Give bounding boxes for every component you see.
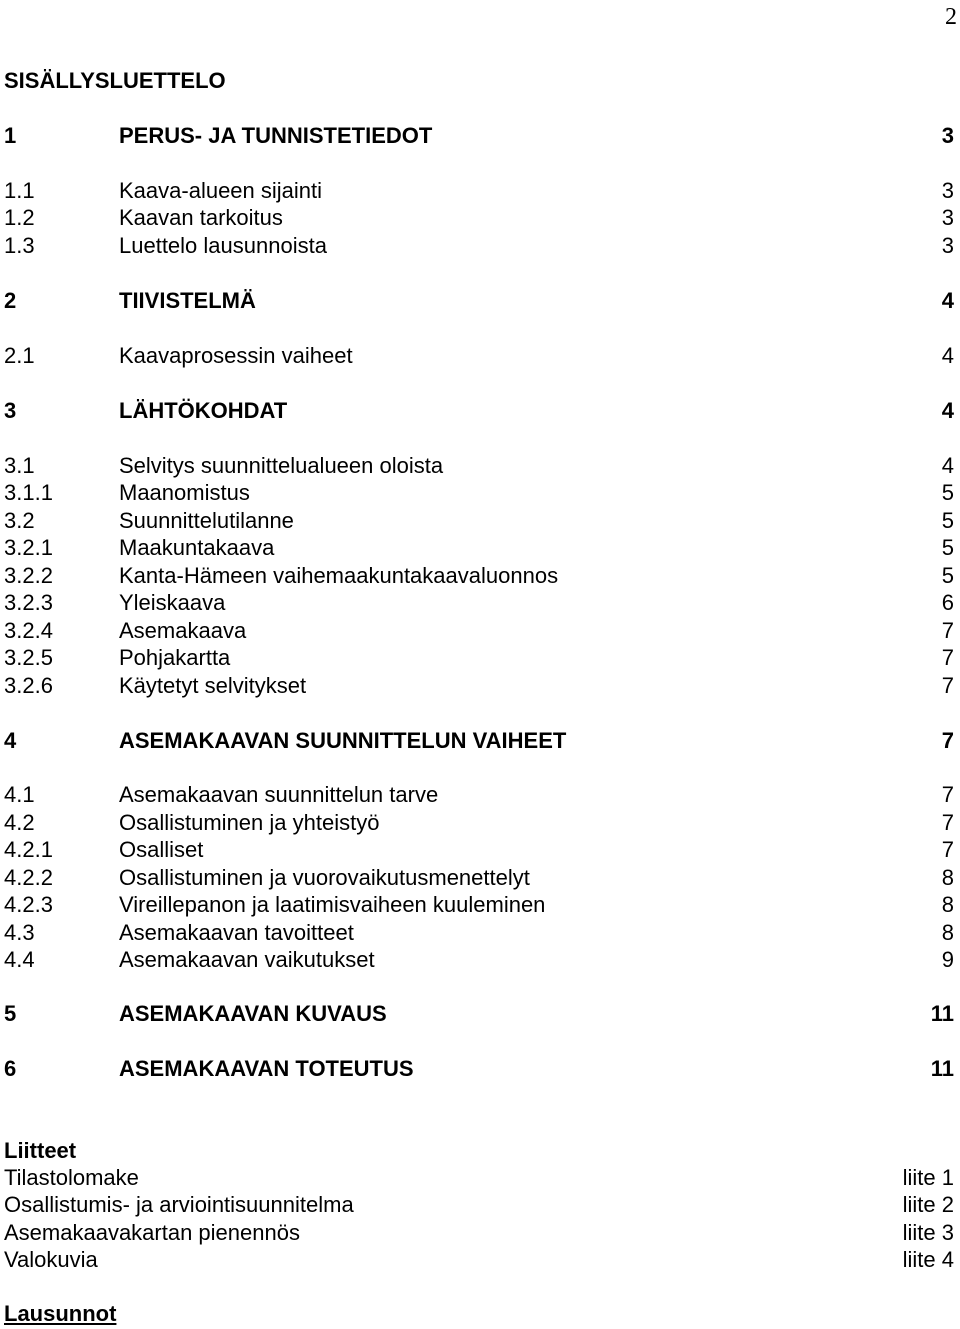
- entry-label: Yleiskaava: [119, 590, 226, 615]
- entry-number: 3.2.2: [4, 563, 53, 588]
- entry-label: Luettelo lausunnoista: [119, 233, 327, 258]
- attachment-label: Valokuvia: [4, 1247, 98, 1272]
- entry-number: 3.1.1: [4, 480, 53, 505]
- entry-label: Selvitys suunnittelualueen oloista: [119, 453, 444, 478]
- entry-label: Kaavaprosessin vaiheet: [119, 343, 353, 368]
- toc-chapter-entry[interactable]: [0, 286, 960, 316]
- entry-label: Asemakaavan vaikutukset: [119, 947, 375, 972]
- entry-page: 4: [941, 453, 954, 478]
- entry-page: 3: [941, 178, 954, 203]
- toc-entry[interactable]: [0, 863, 960, 893]
- entry-number: 4.4: [4, 947, 35, 972]
- attachment-ref: liite 1: [902, 1165, 954, 1190]
- entry-page: 5: [941, 535, 954, 560]
- entry-page: 5: [941, 480, 954, 505]
- attachment-item: [0, 1190, 960, 1220]
- entry-label: Asemakaavan tavoitteet: [119, 920, 354, 945]
- page-number: 2: [945, 4, 957, 30]
- toc-entry[interactable]: [0, 890, 960, 920]
- attachments-heading: Liitteet: [4, 1138, 77, 1163]
- entry-number: 2: [4, 288, 17, 313]
- entry-label: Asemakaavan suunnittelun tarve: [119, 782, 439, 807]
- entry-number: 4: [4, 728, 17, 753]
- toc-entry[interactable]: [0, 918, 960, 948]
- entry-number: 3.2.5: [4, 645, 53, 670]
- entry-label: Pohjakartta: [119, 645, 231, 670]
- entry-label: TIIVISTELMÄ: [119, 288, 256, 313]
- entry-page: 5: [941, 563, 954, 588]
- attachment-ref: liite 2: [902, 1192, 954, 1217]
- entry-label: Osallistuminen ja yhteistyö: [119, 810, 380, 835]
- entry-page: 5: [941, 508, 954, 533]
- toc-entry[interactable]: [0, 616, 960, 646]
- entry-label: ASEMAKAAVAN TOTEUTUS: [119, 1056, 414, 1081]
- toc-entry[interactable]: [0, 341, 960, 371]
- toc-chapter-entry[interactable]: [0, 999, 960, 1029]
- entry-number: 5: [4, 1001, 17, 1026]
- entry-label: Kaava-alueen sijainti: [119, 178, 323, 203]
- entry-page: 8: [941, 865, 954, 890]
- entry-number: 1: [4, 123, 17, 148]
- entry-page: 6: [941, 590, 954, 615]
- entry-page: 8: [941, 920, 954, 945]
- toc-entry[interactable]: [0, 588, 960, 618]
- entry-label: Käytetyt selvitykset: [119, 673, 307, 698]
- entry-page: 7: [941, 673, 954, 698]
- toc-chapter-entry[interactable]: [0, 726, 960, 756]
- entry-page: 7: [941, 782, 954, 807]
- attachment-ref: liite 4: [902, 1247, 954, 1272]
- toc-chapter-entry[interactable]: [0, 396, 960, 426]
- entry-page: 7: [941, 810, 954, 835]
- entry-page: 7: [941, 728, 954, 753]
- toc-entry[interactable]: [0, 451, 960, 481]
- entry-number: 4.2.3: [4, 892, 53, 917]
- attachment-label: Asemakaavakartan pienennös: [4, 1220, 300, 1245]
- entry-page: 7: [941, 618, 954, 643]
- entry-label: ASEMAKAAVAN SUUNNITTELUN VAIHEET: [119, 728, 567, 753]
- attachment-label: Tilastolomake: [4, 1165, 139, 1190]
- entry-number: 3.2.1: [4, 535, 53, 560]
- entry-page: 3: [941, 123, 954, 148]
- entry-number: 4.2.1: [4, 837, 53, 862]
- entry-number: 4.3: [4, 920, 35, 945]
- toc-entry[interactable]: [0, 671, 960, 701]
- entry-label: Kanta-Hämeen vaihemaakuntakaavaluonnos: [119, 563, 559, 588]
- entry-page: 9: [941, 947, 954, 972]
- entry-page: 7: [941, 837, 954, 862]
- entry-number: 3.2: [4, 508, 35, 533]
- attachment-item: [0, 1163, 960, 1193]
- entry-label: PERUS- JA TUNNISTETIEDOT: [119, 123, 433, 148]
- entry-page: 11: [930, 1001, 954, 1026]
- attachment-item: [0, 1218, 960, 1248]
- entry-number: 6: [4, 1056, 17, 1081]
- entry-page: 3: [941, 205, 954, 230]
- toc-chapter-entry[interactable]: [0, 1054, 960, 1084]
- toc-entry[interactable]: [0, 835, 960, 865]
- toc-entry[interactable]: [0, 506, 960, 536]
- entry-label: Suunnittelutilanne: [119, 508, 294, 533]
- entry-number: 1.2: [4, 205, 35, 230]
- entry-page: 4: [941, 288, 954, 313]
- entry-number: 3.2.3: [4, 590, 53, 615]
- entry-label: Maakuntakaava: [119, 535, 275, 560]
- entry-label: Osallistuminen ja vuorovaikutusmenettelyt: [119, 865, 530, 890]
- toc-entry[interactable]: [0, 945, 960, 975]
- entry-label: LÄHTÖKOHDAT: [119, 398, 288, 423]
- entry-page: 4: [941, 343, 954, 368]
- attachment-label: Osallistumis- ja arviointisuunnitelma: [4, 1192, 354, 1217]
- entry-number: 3.2.6: [4, 673, 53, 698]
- toc-entry[interactable]: [0, 478, 960, 508]
- entry-page: 7: [941, 645, 954, 670]
- entry-number: 2.1: [4, 343, 35, 368]
- entry-number: 4.1: [4, 782, 35, 807]
- entry-label: Maanomistus: [119, 480, 250, 505]
- entry-number: 4.2: [4, 810, 35, 835]
- toc-entry[interactable]: [0, 176, 960, 206]
- toc-title: SISÄLLYSLUETTELO: [4, 68, 226, 93]
- entry-number: 3.1: [4, 453, 35, 478]
- attachment-item: [0, 1245, 960, 1275]
- toc-entry[interactable]: [0, 780, 960, 810]
- toc-entry[interactable]: [0, 203, 960, 233]
- entry-number: 3.2.4: [4, 618, 53, 643]
- entry-label: Vireillepanon ja laatimisvaiheen kuuleminen: [119, 892, 546, 917]
- statements-heading: Lausunnot: [4, 1301, 117, 1326]
- entry-label: Osalliset: [119, 837, 204, 862]
- entry-number: 4.2.2: [4, 865, 53, 890]
- attachment-ref: liite 3: [902, 1220, 954, 1245]
- entry-label: Kaavan tarkoitus: [119, 205, 283, 230]
- entry-label: Asemakaava: [119, 618, 247, 643]
- toc-entry[interactable]: [0, 533, 960, 563]
- toc-entry[interactable]: [0, 561, 960, 591]
- entry-number: 3: [4, 398, 17, 423]
- entry-number: 1.1: [4, 178, 35, 203]
- toc-entry[interactable]: [0, 231, 960, 261]
- entry-page: 4: [941, 398, 954, 423]
- entry-page: 8: [941, 892, 954, 917]
- toc-entry[interactable]: [0, 808, 960, 838]
- entry-number: 1.3: [4, 233, 35, 258]
- entry-page: 11: [930, 1056, 954, 1081]
- entry-label: ASEMAKAAVAN KUVAUS: [119, 1001, 387, 1026]
- toc-chapter-entry[interactable]: [0, 121, 960, 151]
- toc-entry[interactable]: [0, 643, 960, 673]
- entry-page: 3: [941, 233, 954, 258]
